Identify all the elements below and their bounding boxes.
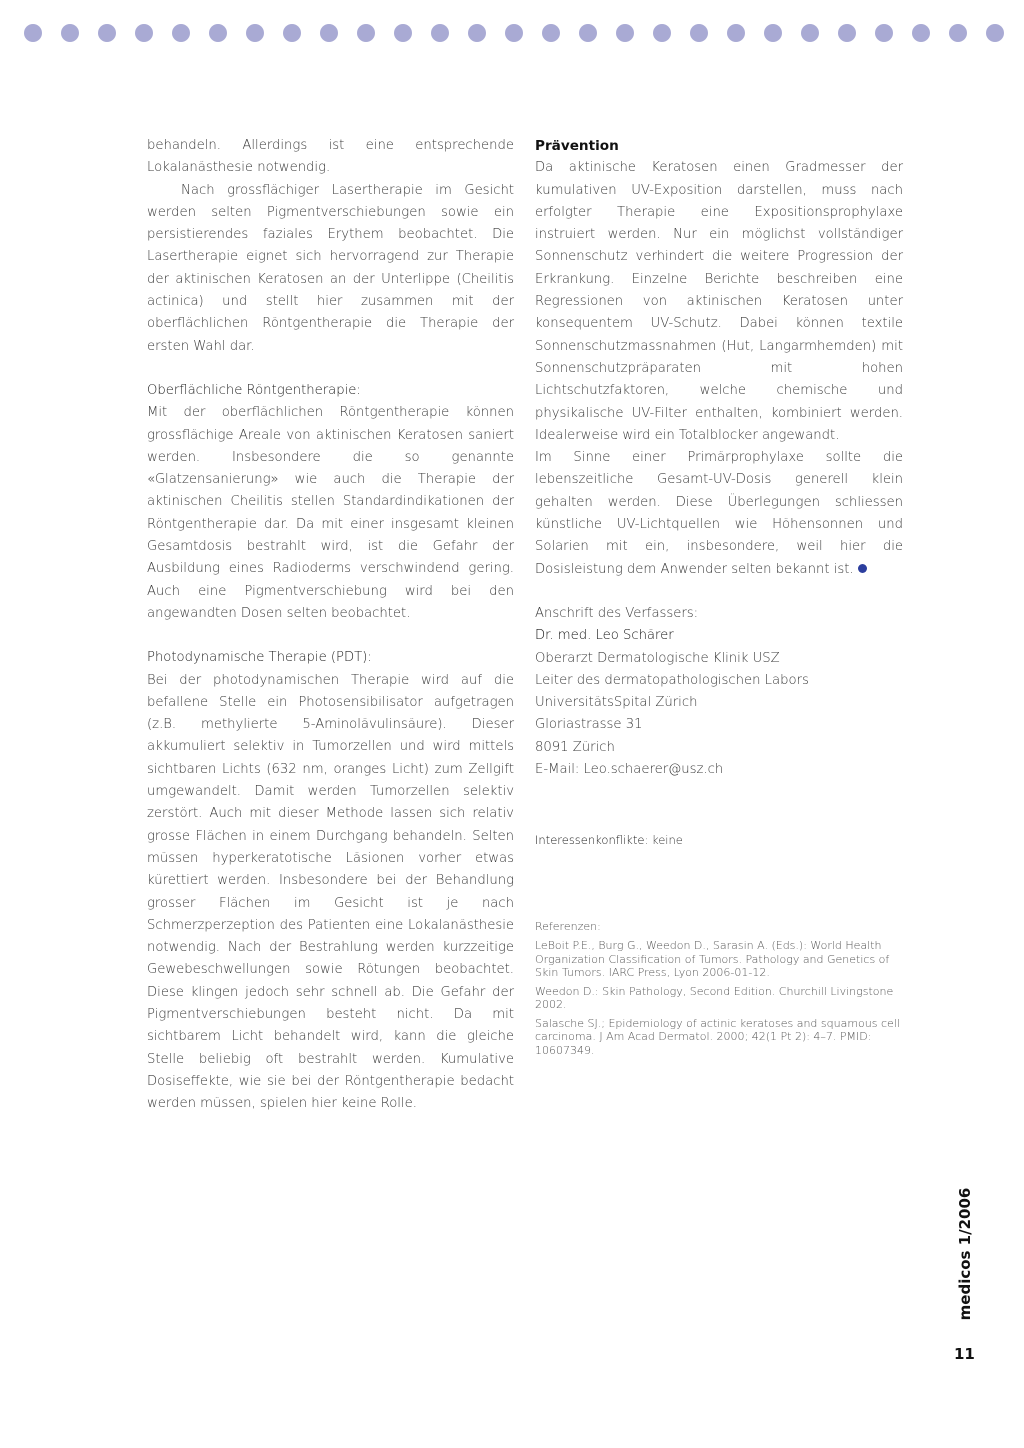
- decorative-dot: [505, 24, 523, 42]
- author-email: E-Mail: Leo.schaerer@usz.ch: [535, 762, 724, 778]
- decorative-dot: [875, 24, 893, 42]
- left-column: [147, 135, 514, 1115]
- address-line: Leiter des dermatopathologischen Labors: [535, 672, 809, 688]
- conflict-of-interest: [535, 829, 903, 851]
- conflict-label: Interessenkonflikte: [535, 833, 645, 848]
- journal-issue-label: [954, 1188, 976, 1320]
- decorative-dot: [616, 24, 634, 42]
- section-heading-praevention: Prävention: [535, 138, 619, 154]
- section-heading-pdt: Photodynamische Therapie (PDT):: [147, 650, 372, 666]
- decorative-dot: [209, 24, 227, 42]
- decorative-dot: [246, 24, 264, 42]
- address-label: Anschrift des Verfassers:: [535, 605, 699, 621]
- address-line: Gloriastrasse 31: [535, 717, 643, 733]
- author-address: [535, 603, 903, 781]
- praevention-paragraph-2: [535, 447, 903, 581]
- decorative-dot: [838, 24, 856, 42]
- address-line: UniversitätsSpital Zürich: [535, 695, 698, 711]
- reference-item: Weedon D.: Skin Pathology, Second Edition. Churchill Livingstone 2002.: [535, 984, 894, 1012]
- journal-issue-text: medicos 1/2006: [956, 1187, 974, 1321]
- reference-item: Salasche SJ.; Epidemiology of actinic keratoses and squamous cell carcinoma. J Am Acad Dermatol. 2000; 42(1 Pt 2): 4–7. PMID: 10607349.: [535, 1016, 900, 1057]
- decorative-dot: [579, 24, 597, 42]
- decorative-dot: [949, 24, 967, 42]
- section-body-roentgen: Mit der oberflächlichen Röntgentherapie können grossflächige Areale von aktinischen Keratosen saniert werden. Insbesondere die so genannte «Glatzensanierung» wie auch die Therapie der aktinischen Cheilitis stellen Standardindikationen der Röntgentherapie dar. Da mit einer insgesamt kleinen Gesamtdosis bestrahlt wird, ist die Gefahr der Ausbildung eines Radioderms verschwindend gering. Auch eine Pigmentverschiebung wird bei den angewandten Dosen selten beobachtet.: [147, 405, 514, 621]
- decorative-dot: [912, 24, 930, 42]
- end-of-article-bullet-icon: [858, 564, 867, 573]
- reference-item: LeBoit P.E., Burg G., Weedon D., Sarasin A. (Eds.): World Health Organization Classification of Tumors. Pathology and Genetics of Skin Tumors. IARC Press, Lyon 2006-01-12.: [535, 939, 890, 980]
- decorative-dot: [690, 24, 708, 42]
- decorative-dot: [24, 24, 42, 42]
- page-number: 11: [954, 1345, 975, 1363]
- decorative-dot: [986, 24, 1004, 42]
- decorative-dot: [135, 24, 153, 42]
- decorative-dot: [764, 24, 782, 42]
- decorative-dot: [172, 24, 190, 42]
- section-heading-roentgen: Oberflächliche Röntgentherapie:: [147, 382, 361, 398]
- decorative-dot: [357, 24, 375, 42]
- decorative-dot: [727, 24, 745, 42]
- praevention-paragraph-1: Da aktinische Keratosen einen Gradmesser der kumulativen UV-Exposition darstellen, muss nach erfolgter Therapie eine Expositionsprophylaxe instruiert werden. Nur ein möglichst vollständiger Sonnenschutz verhindert die weitere Progression der Erkrankung. Einzelne Berichte beschreiben eine Regressionen von aktinischen Keratosen unter konsequentem UV-Schutz. Dabei können textile Sonnenschutzmassnahmen (Hut, Langarmhemden) mit Sonnenschutzpräparaten mit hohen Lichtschutzfaktoren, welche chemische und physikalische UV-Filter enthalten, kombiniert werden. Idealerweise wird ein Totalblocker angewandt.: [535, 160, 903, 443]
- laser-paragraph: Nach grossflächiger Lasertherapie im Gesicht werden selten Pigmentverschiebungen sowie ein persistierendes faziales Erythem beobachtet. Die Lasertherapie eignet sich hervorragend zur Therapie der aktinischen Keratosen an der Unterlippe (Cheilitis actinica) und stellt hier zusammen mit der oberflächlichen Röntgentherapie die Therapie der ersten Wahl dar.: [147, 182, 514, 354]
- intro-paragraph: behandeln. Allerdings ist eine entsprechende Lokalanästhesie notwendig.: [147, 138, 514, 176]
- references: [535, 920, 903, 1058]
- decorative-dot: [653, 24, 671, 42]
- decorative-dot: [431, 24, 449, 42]
- section-body-pdt: Bei der photodynamischen Therapie wird auf die befallene Stelle ein Photosensibilisator aufgetragen (z.B. methylierte 5-Aminolävulinsäure). Dieser akkumuliert selektiv in Tumorzellen und wird mittels sichtbaren Lichts (632 nm, oranges Licht) zum Zellgift umgewandelt. Damit werden Tumorzellen selektiv zerstört. Auch mit dieser Methode lassen sich relativ grosse Flächen in einem Durchgang behandeln. Selten müssen hyperkeratotische Läsionen vorher etwas kürettiert werden. Insbesondere bei der Behandlung grosser Flächen im Gesicht ist je nach Schmerzperzeption des Patienten eine Lokalanästhesie notwendig. Nach der Bestrahlung werden kurzzeitige Gewebeschwellungen sowie Rötungen beobachtet. Diese klingen jedoch sehr schnell ab. Die Gefahr der Pigmentverschiebungen besteht nicht. Da mit sichtbarem Licht behandelt wird, kann die gleiche Stelle beliebig oft bestrahlt werden. Kumulative Dosiseffekte, wie sie bei der Röntgentherapie bedacht werden müssen, spielen hier keine Rolle.: [147, 672, 514, 1112]
- decorative-dot: [468, 24, 486, 42]
- decorative-dot: [801, 24, 819, 42]
- right-column: [535, 135, 903, 1062]
- decorative-dot: [98, 24, 116, 42]
- author-name: Dr. med. Leo Schärer: [535, 628, 674, 644]
- decorative-dot-row: [24, 24, 1024, 42]
- decorative-dot: [61, 24, 79, 42]
- decorative-dot: [394, 24, 412, 42]
- address-line: 8091 Zürich: [535, 739, 615, 755]
- decorative-dot: [320, 24, 338, 42]
- praevention-paragraph-2-text: Im Sinne einer Primärprophylaxe sollte die lebenszeitliche Gesamt-UV-Dosis generell klein gehalten werden. Diese Überlegungen schliessen künstliche UV-Lichtquellen wie Höhensonnen und Solarien mit ein, insbesondere, weil hier die Dosisleistung dem Anwender selten bekannt ist.: [535, 450, 903, 577]
- decorative-dot: [542, 24, 560, 42]
- address-line: Oberarzt Dermatologische Klinik USZ: [535, 650, 780, 666]
- conflict-value: : keine: [644, 833, 683, 848]
- decorative-dot: [283, 24, 301, 42]
- references-title: Referenzen:: [535, 919, 601, 933]
